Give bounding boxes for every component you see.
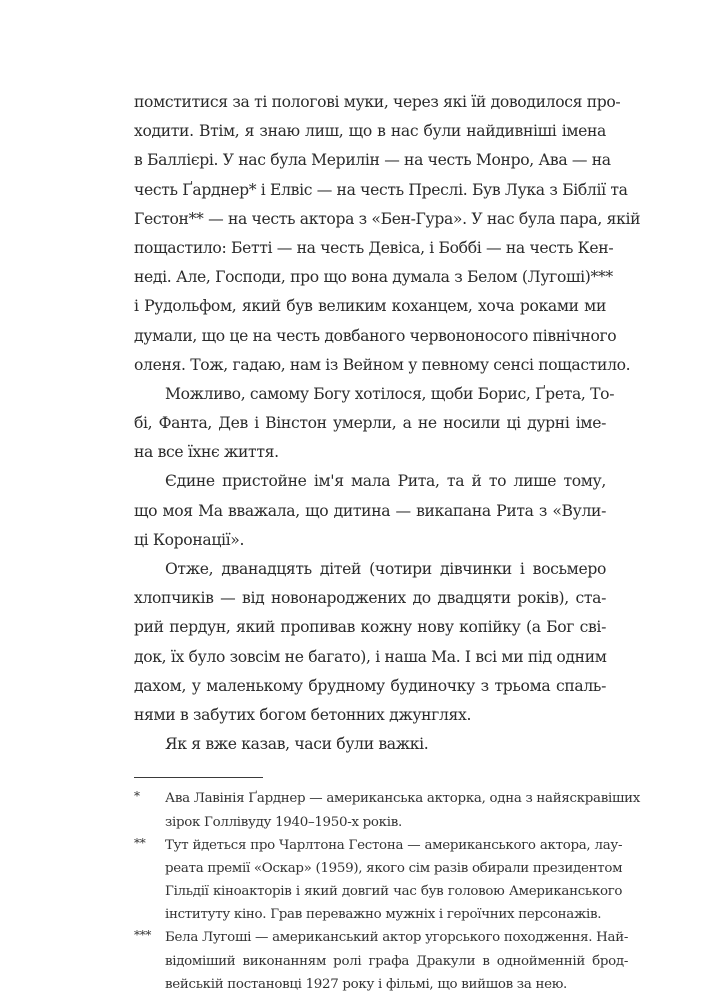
main-text xyxy=(134,88,641,759)
footnote-marker: ** xyxy=(134,835,146,850)
text-line: рий пердун, який пропивав кожну нову копійку (а Бог сві- xyxy=(134,618,606,637)
footnote-line: інституту кіно. Грав переважно мужніх і героїчних персонажів. xyxy=(165,907,602,923)
text-line: і Рудольфом, який був великим коханцем, хоча роками ми xyxy=(134,297,606,316)
text-line: що моя Ма вважала, що дитина — викапана Рита з «Вули- xyxy=(134,501,606,520)
footnote-line: зірок Голлівуду 1940–1950-х років. xyxy=(165,814,402,830)
footnote-separator xyxy=(134,777,263,778)
text-line: неді. Але, Господи, про що вона думала з Белом (Лугоші)*** xyxy=(134,268,613,287)
text-line: оленя. Тож, гадаю, нам із Вейном у певному сенсі пощастило. xyxy=(134,355,631,374)
paragraph-2 xyxy=(134,380,615,468)
text-line: Можливо, самому Богу хотілося, щоби Борис, Ґрета, То- xyxy=(165,384,615,403)
footnote-marker: *** xyxy=(134,928,152,943)
footnote-line: Тут йдеться про Чарлтона Гестона — американського актора, лау- xyxy=(165,837,623,853)
text-line: честь Ґарднер* і Елвіс — на честь Преслі. Був Лука з Біблії та xyxy=(134,180,628,199)
paragraph-5 xyxy=(134,730,606,759)
footnote-line: Гільдії кіноакторів і який довгий час був головою Американського xyxy=(165,884,623,900)
footnote-line: реата премії «Оскар» (1959), якого сім разів обирали президентом xyxy=(165,860,623,876)
text-line: дахом, у маленькому брудному будиночку з трьома спаль- xyxy=(134,676,606,695)
text-line: Отже, дванадцять дітей (чотири дівчинки і восьмеро xyxy=(165,560,606,578)
text-line: думали, що це на честь довбаного червононосого північного xyxy=(134,326,617,345)
footnote-text xyxy=(165,926,628,996)
footnotes xyxy=(134,787,640,996)
paragraph-3 xyxy=(134,467,606,555)
text-line: ходити. Втім, я знаю лиш, що в нас були найдивніші імена xyxy=(134,122,606,141)
footnote-3 xyxy=(134,926,629,996)
footnote-1 xyxy=(134,787,640,833)
text-line: в Баллієрі. У нас була Мерилін — на честь Монро, Ава — на xyxy=(134,151,611,170)
text-line: Єдине пристойне ім'я мала Рита, та й то лише тому, xyxy=(165,472,606,491)
text-line: док, їх було зовсім не багато), і наша Ма. І всі ми під одним xyxy=(134,647,607,666)
text-line: ці Коронації». xyxy=(134,530,245,549)
footnote-2 xyxy=(134,834,623,927)
footnote-text xyxy=(165,834,622,927)
text-line: нями в забутих богом бетонних джунглях. xyxy=(134,705,472,724)
footnote-text xyxy=(165,787,640,833)
text-line: хлопчиків — від новонароджених до двадцяти років), ста- xyxy=(134,589,606,608)
footnote-line: Ава Лавінія Ґарднер — американська акторка, одна з найяскравіших xyxy=(165,791,640,807)
text-line: пощастило: Бетті — на честь Девіса, і Боббі — на честь Кен- xyxy=(134,238,614,257)
text-line: Гестон** — на честь актора з «Бен-Гура». У нас була пара, якій xyxy=(134,209,641,228)
text-line: Як я вже казав, часи були важкі. xyxy=(165,735,429,754)
text-line: бі, Фанта, Дев і Вінстон умерли, а не носили ці дурні іме- xyxy=(134,414,606,433)
footnote-line: Бела Лугоші — американський актор угорського походження. Най- xyxy=(165,930,629,946)
paragraph-1 xyxy=(134,88,641,380)
text-line: на все їхнє життя. xyxy=(134,443,279,462)
footnote-line: вейській постановці 1927 року і фільмі, що вийшов за нею. xyxy=(165,976,568,992)
footnote-marker: * xyxy=(134,789,140,804)
text-line: помститися за ті пологові муки, через які їй доводилося про- xyxy=(134,93,621,111)
paragraph-4 xyxy=(134,555,606,730)
book-page xyxy=(134,88,641,996)
footnote-line: відоміший виконанням ролі графа Дракули в однойменній брод- xyxy=(165,953,629,969)
